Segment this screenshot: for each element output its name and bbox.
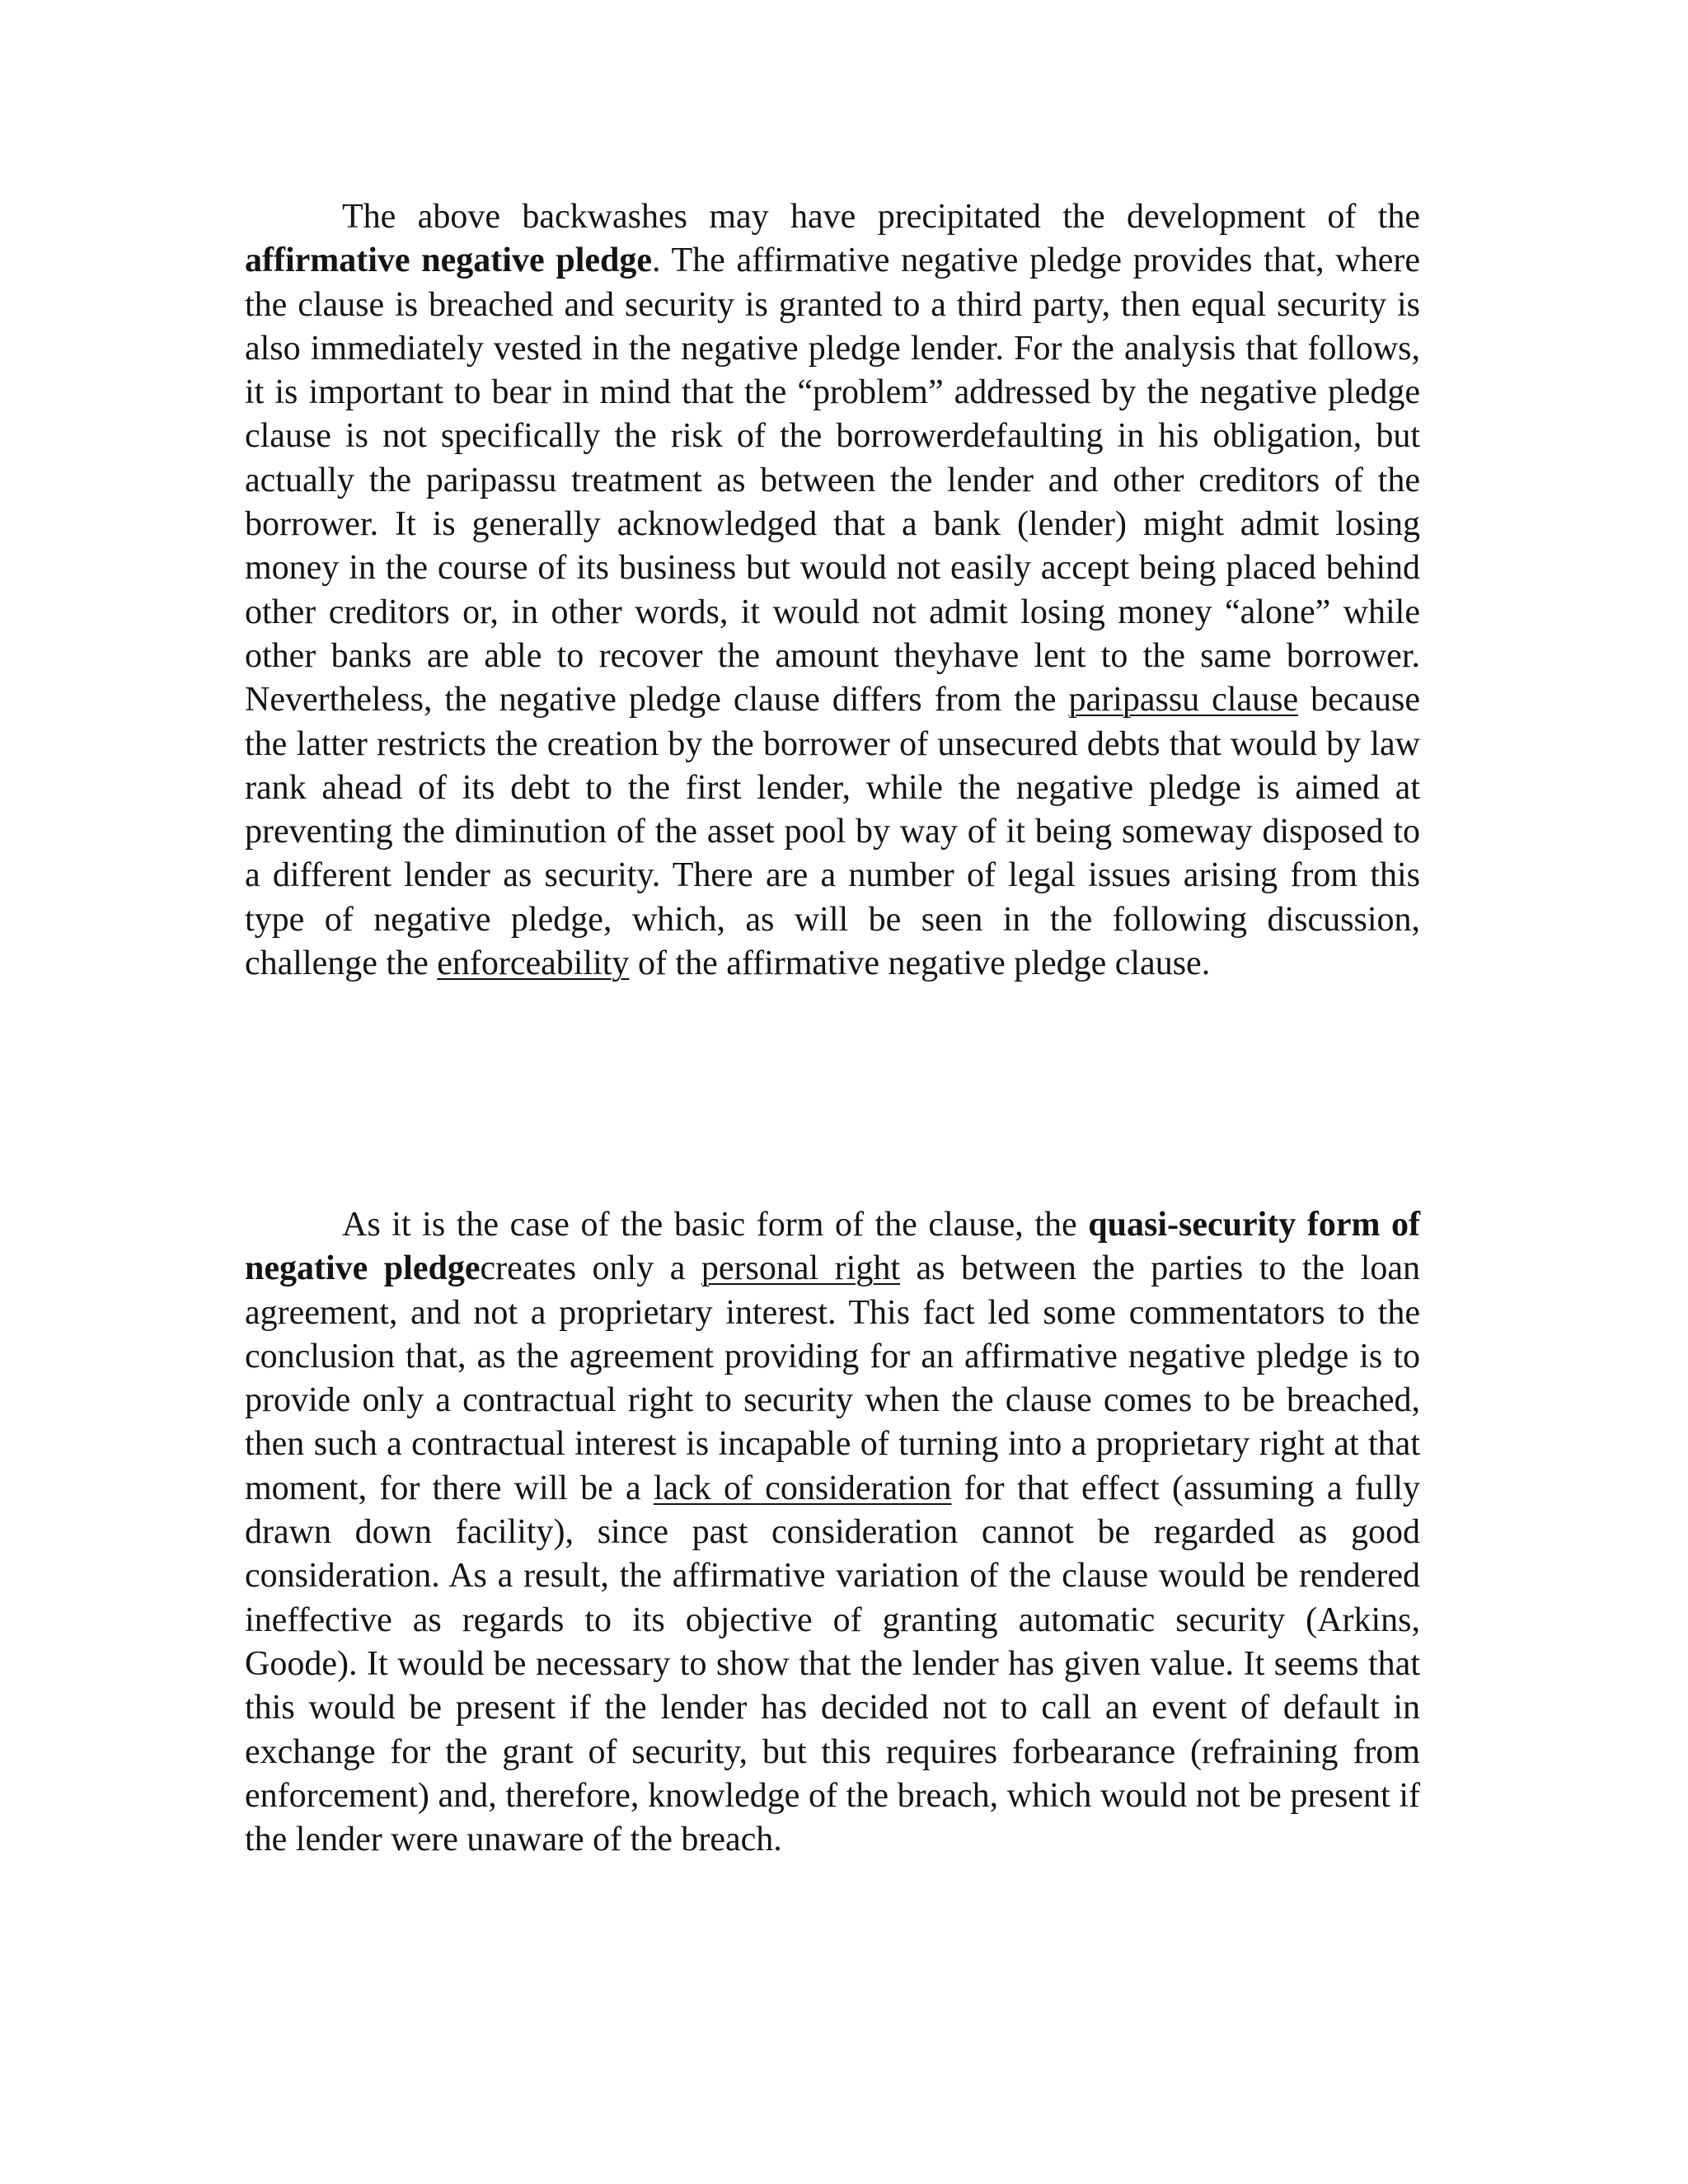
text-run: as between the parties to the loan agreement, and not a proprietary interest. This fact led some commentators to the conclusion that, as the agreement providing for an affirmative negative pledge is to provide only a contractual right to security when the clause comes to be breached, then such a contractual interest is incapable of turning into a proprietary right at that moment, for there will be a [245, 1249, 1421, 1507]
paragraph-affirmative-negative-pledge [245, 195, 1420, 986]
text-run: because the latter restricts the creation by the borrower of unsecured debts that would by law rank ahead of its debt to the first lender, while the negative pledge is aimed at preventing the diminution of the asset pool by way of it being someway disposed to a different lender as security. There are a number of legal issues arising from this type of negative pledge, which, as will be seen in the following discussion, challenge the [245, 681, 1421, 983]
text-run: The above backwashes may have precipitated the development of the [342, 198, 1420, 236]
text-run: . The affirmative negative pledge provides that, where the clause is breached and security is granted to a third party, then equal security is also immediately vested in the negative pledge lender. For the analysis that follows, it is important to bear in mind that the “problem” addressed by the negative pledge clause is not specifically the risk of the borrowerdefaulting in his obligation, but actually the paripassu treatment as between the lender and other creditors of the borrower. It is generally acknowledged that a bank (lender) might admit losing money in the course of its business but would not easily accept being placed behind other creditors or, in other words, it would not admit losing money “alone” while other banks are able to recover the amount theyhave lent to the same borrower. Nevertheless, the negative pledge clause differs from the [245, 241, 1420, 719]
underlined-term-personal-right: personal right [701, 1249, 901, 1288]
paragraph-quasi-security-form [245, 1203, 1420, 1862]
text-run: of the affirmative negative pledge clause. [629, 944, 1211, 983]
text-run: As it is the case of the basic form of the clause, the [342, 1206, 1089, 1244]
text-run: creates only a [480, 1249, 701, 1288]
text-run: for that effect (assuming a fully drawn down facility), since past consideration cannot be regarded as good consideration. As a result, the affirmative variation of the clause would be rendered ineffective as regards to its objective of granting automatic security (Arkins, Goode). It would be necessary to show that the lender has given value. It seems that this would be present if the lender has decided not to call an event of default in exchange for the grant of security, but this requires forbearance (refraining from enforcement) and, therefore, knowledge of the breach, which would not be present if the lender were unaware of the breach. [245, 1469, 1420, 1859]
bold-term-quasi-security-form: quasi-security form of negative pledge [245, 1206, 1420, 1288]
underlined-term-enforceability: enforceability [437, 944, 630, 983]
bold-term-affirmative-negative-pledge: affirmative negative pledge [245, 241, 653, 280]
underlined-term-lack-of-consideration: lack of consideration [653, 1469, 952, 1507]
underlined-term-paripassu-clause: paripassu clause [1068, 681, 1299, 719]
